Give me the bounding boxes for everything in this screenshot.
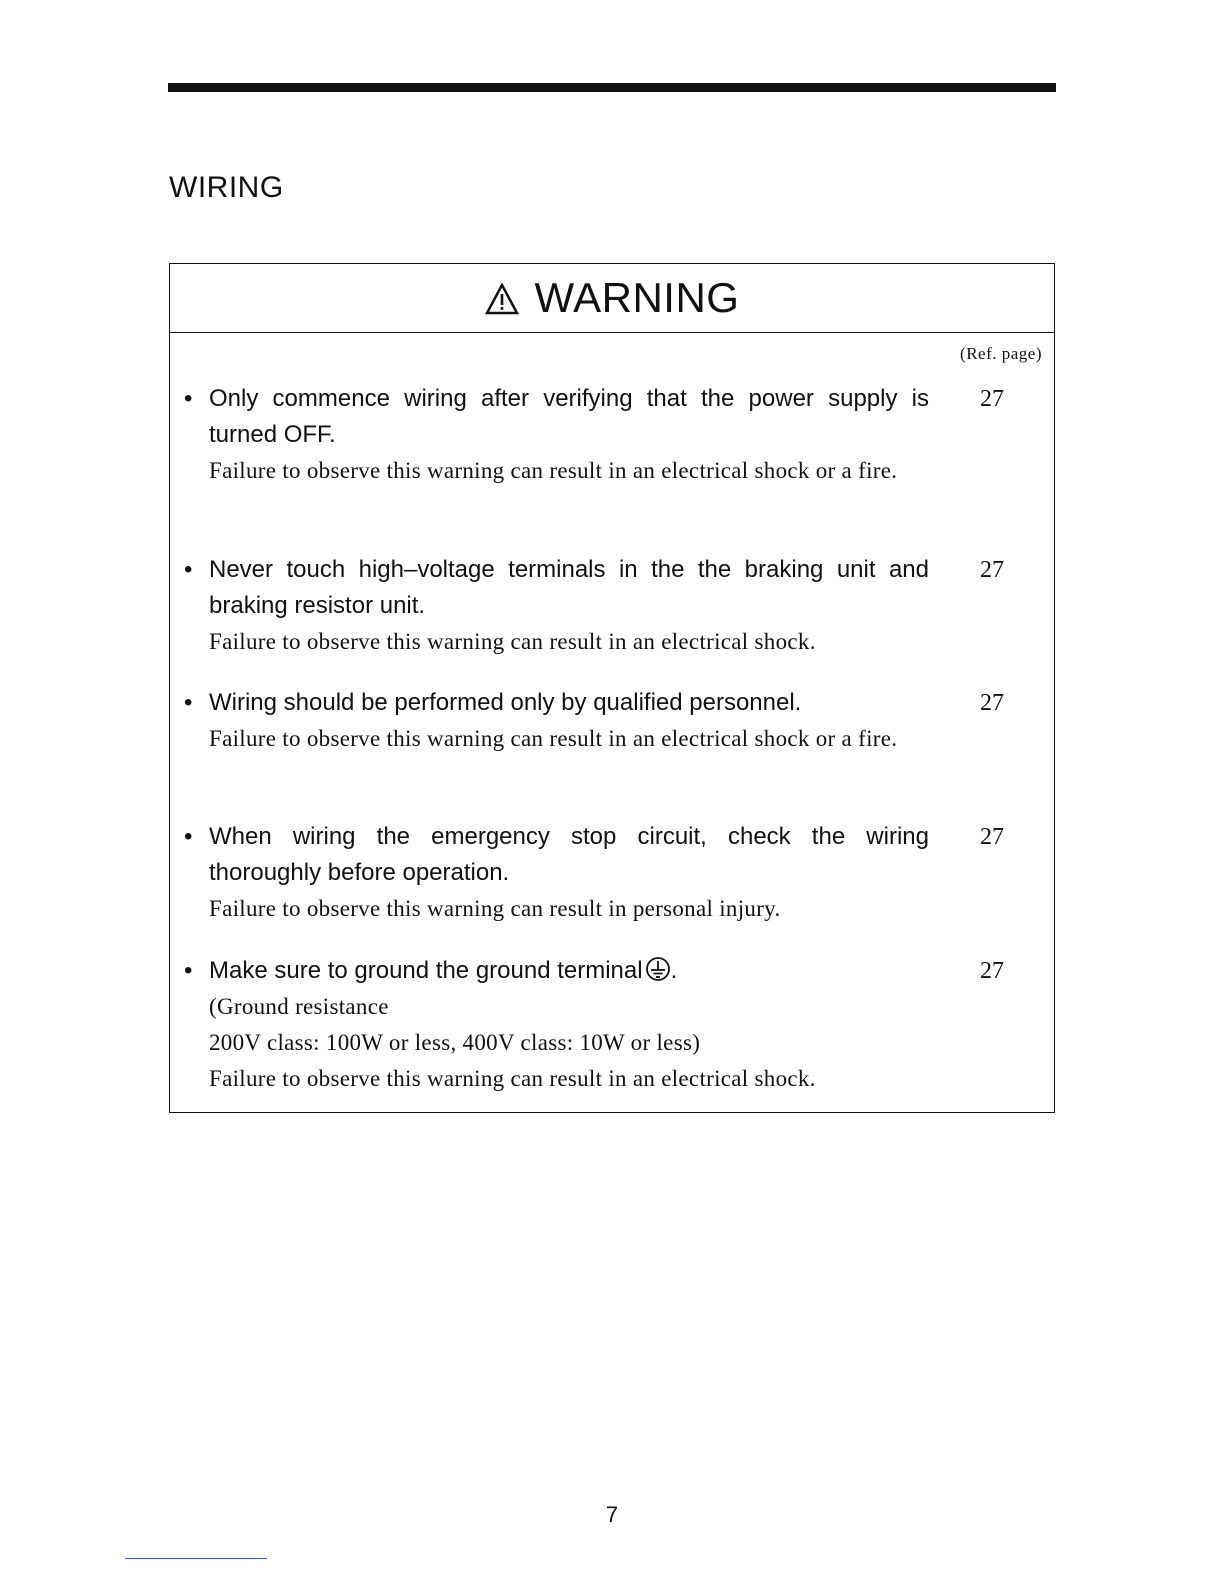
warning-consequence: Failure to observe this warning can result in an electrical shock or a fire. [209, 726, 898, 751]
warning-consequence: Failure to observe this warning can result in an electrical shock or a fire. [209, 458, 898, 483]
ref-page-number: 27 [980, 386, 1004, 412]
section-title: WIRING [169, 171, 284, 204]
warning-instruction-suffix: . [670, 957, 678, 984]
warning-box [169, 263, 1055, 1113]
bullet: • [184, 689, 193, 716]
warning-instruction-text: Make sure to ground the ground terminal [209, 957, 643, 984]
warning-instruction [209, 953, 929, 989]
warning-consequence: Failure to observe this warning can result in an electrical shock. [209, 1066, 816, 1091]
warning-instruction: When wiring the emergency stop circuit, check the wiring thoroughly before operation. [209, 823, 929, 886]
bullet: • [184, 823, 193, 850]
warning-consequence: Failure to observe this warning can result in personal injury. [209, 896, 781, 921]
bottom-rule [125, 1558, 267, 1559]
warning-instruction: Only commence wiring after verifying that the power supply is turned OFF. [209, 385, 929, 448]
ref-page-number: 27 [980, 824, 1004, 850]
warning-instruction: Never touch high–voltage terminals in the the braking unit and braking resistor unit. [209, 556, 929, 619]
warning-heading: WARNING [534, 274, 740, 321]
bullet: • [184, 957, 193, 984]
page-number: 7 [605, 1502, 619, 1527]
ref-page-number: 27 [980, 958, 1004, 984]
ground-terminal-icon [645, 956, 671, 982]
ref-page-label: (Ref. page) [960, 344, 1042, 363]
ground-resistance-note: (Ground resistance [209, 994, 389, 1019]
bullet: • [184, 556, 193, 583]
warning-consequence: Failure to observe this warning can result in an electrical shock. [209, 629, 816, 654]
warning-instruction: Wiring should be performed only by qualified personnel. [209, 689, 802, 716]
ground-resistance-values: 200V class: 100W or less, 400V class: 10W or less) [209, 1030, 701, 1055]
warning-triangle-icon [485, 283, 519, 315]
bullet: • [184, 385, 193, 412]
warning-header [170, 264, 1054, 333]
top-rule [168, 83, 1056, 92]
ref-page-number: 27 [980, 557, 1004, 583]
ref-page-number: 27 [980, 690, 1004, 716]
